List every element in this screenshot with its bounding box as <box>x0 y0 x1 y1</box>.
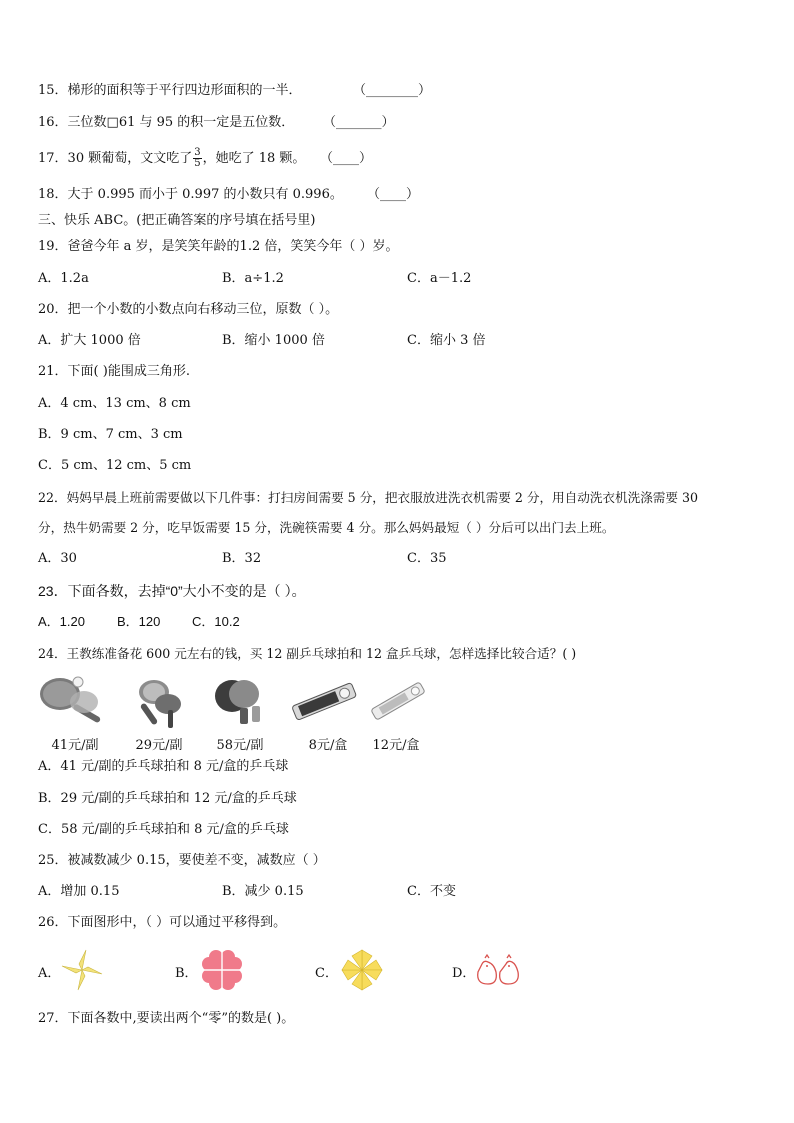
q23-option-c[interactable]: C．10.2 <box>192 614 240 629</box>
q26-option-d[interactable]: D． <box>452 966 476 981</box>
question-23: 23．下面各数，去掉“0”大小不变的是（ ）。 <box>38 583 306 599</box>
q20-option-a[interactable]: A．扩大 1000 倍 <box>38 333 141 348</box>
q24-option-b[interactable]: B．29 元/副的乒乓球拍和 12 元/盒的乒乓球 <box>38 791 297 806</box>
q23-option-b[interactable]: B．120 <box>117 614 161 629</box>
q26-option-c[interactable]: C． <box>315 966 338 981</box>
hen-pair-d-icon <box>474 950 522 990</box>
q17-text-b: ，她吃了 18 颗。 <box>202 151 306 166</box>
q19-option-a[interactable]: A．1.2a <box>38 271 89 286</box>
price-caption-58: 58元/副 <box>216 738 264 753</box>
q23-option-a[interactable]: A．1.20 <box>38 614 85 629</box>
price-caption-12: 12元/盒 <box>372 738 420 753</box>
q22-option-b[interactable]: B．32 <box>222 551 262 566</box>
q19-option-c[interactable]: C．a－1.2 <box>407 271 472 286</box>
q21-option-c[interactable]: C．5 cm、12 cm、5 cm <box>38 458 192 473</box>
pinwheel-a-icon <box>60 948 104 992</box>
q16-text: 16．三位数□61 与 95 的积一定是五位数． <box>38 115 295 130</box>
q22-option-a[interactable]: A．30 <box>38 551 77 566</box>
q25-option-a[interactable]: A．增加 0.15 <box>38 884 120 899</box>
q17-fraction <box>193 148 201 169</box>
question-22-line-1: 22．妈妈早晨上班前需要做以下几件事：打扫房间需要 5 分，把衣服放进洗衣机需要 2 分，用自动洗衣机洗涤需要 30 <box>38 490 698 505</box>
q15-answer-paren[interactable]: （________） <box>353 83 432 98</box>
question-27: 27．下面各数中,要读出两个“零”的数是( )。 <box>38 1011 295 1026</box>
q17-answer-paren[interactable]: （____） <box>320 151 373 166</box>
q26-option-b[interactable]: B． <box>175 966 198 981</box>
question-22-line-2: 分，热牛奶需要 2 分，吃早饭需要 15 分，洗碗筷需要 4 分。那么妈妈最短（ ）分后可以出门去上班。 <box>38 520 615 535</box>
q17-text-a: 17．30 颗葡萄，文文吃了 <box>38 151 193 166</box>
section-heading-3: 三、快乐 ABC。(把正确答案的序号填在括号里) <box>38 213 316 228</box>
q17-fraction-numerator: 3 <box>194 147 201 158</box>
price-caption-8: 8元/盒 <box>308 738 348 753</box>
q19-option-b[interactable]: B．a÷1.2 <box>222 271 284 286</box>
q21-option-a[interactable]: A．4 cm、13 cm、8 cm <box>38 396 191 411</box>
question-18 <box>38 186 343 204</box>
q16-answer-paren[interactable]: （_______） <box>323 115 395 130</box>
q26-option-a[interactable]: A． <box>38 966 61 981</box>
pinwheel-c-icon <box>340 948 384 992</box>
question-17 <box>38 148 305 169</box>
question-16 <box>38 114 294 132</box>
ball-box-12-image <box>366 676 430 726</box>
question-21: 21．下面( )能围成三角形. <box>38 364 190 379</box>
q21-option-b[interactable]: B．9 cm、7 cm、3 cm <box>38 427 183 442</box>
paddle-58-image <box>210 676 270 728</box>
q20-option-c[interactable]: C．缩小 3 倍 <box>407 333 486 348</box>
q25-option-b[interactable]: B．减少 0.15 <box>222 884 304 899</box>
question-24: 24．王教练准备花 600 元左右的钱，买 12 副乒乓球拍和 12 盒乒乓球，怎样选择比较合适？( ) <box>38 646 577 661</box>
question-20: 20．把一个小数的小数点向右移动三位，原数（ ）。 <box>38 302 339 317</box>
price-caption-29: 29元/副 <box>135 738 183 753</box>
question-25: 25．被减数减少 0.15，要使差不变，减数应（ ） <box>38 853 326 868</box>
q17-fraction-denominator: 5 <box>194 158 201 169</box>
heart-flower-b-icon <box>200 948 244 992</box>
q18-answer-paren[interactable]: （____） <box>367 187 420 202</box>
q24-option-c[interactable]: C．58 元/副的乒乓球拍和 8 元/盒的乒乓球 <box>38 822 289 837</box>
q20-option-b[interactable]: B．缩小 1000 倍 <box>222 333 325 348</box>
q15-text: 15．梯形的面积等于平行四边形面积的一半． <box>38 83 302 98</box>
price-caption-41: 41元/副 <box>51 738 99 753</box>
q22-option-c[interactable]: C．35 <box>407 551 447 566</box>
ball-box-8-image <box>288 676 360 726</box>
paddle-41-image <box>36 674 112 728</box>
question-15 <box>38 82 302 100</box>
q18-text: 18．大于 0.995 而小于 0.997 的小数只有 0.996。 <box>38 187 343 202</box>
q24-option-a[interactable]: A．41 元/副的乒乓球拍和 8 元/盒的乒乓球 <box>38 759 289 774</box>
q25-option-c[interactable]: C．不变 <box>407 884 456 899</box>
question-19: 19．爸爸今年 a 岁，是笑笑年龄的1.2 倍，笑笑今年（ ）岁。 <box>38 239 399 254</box>
question-26: 26．下面图形中，（ ）可以通过平移得到。 <box>38 915 287 930</box>
paddle-29-image <box>126 674 188 730</box>
